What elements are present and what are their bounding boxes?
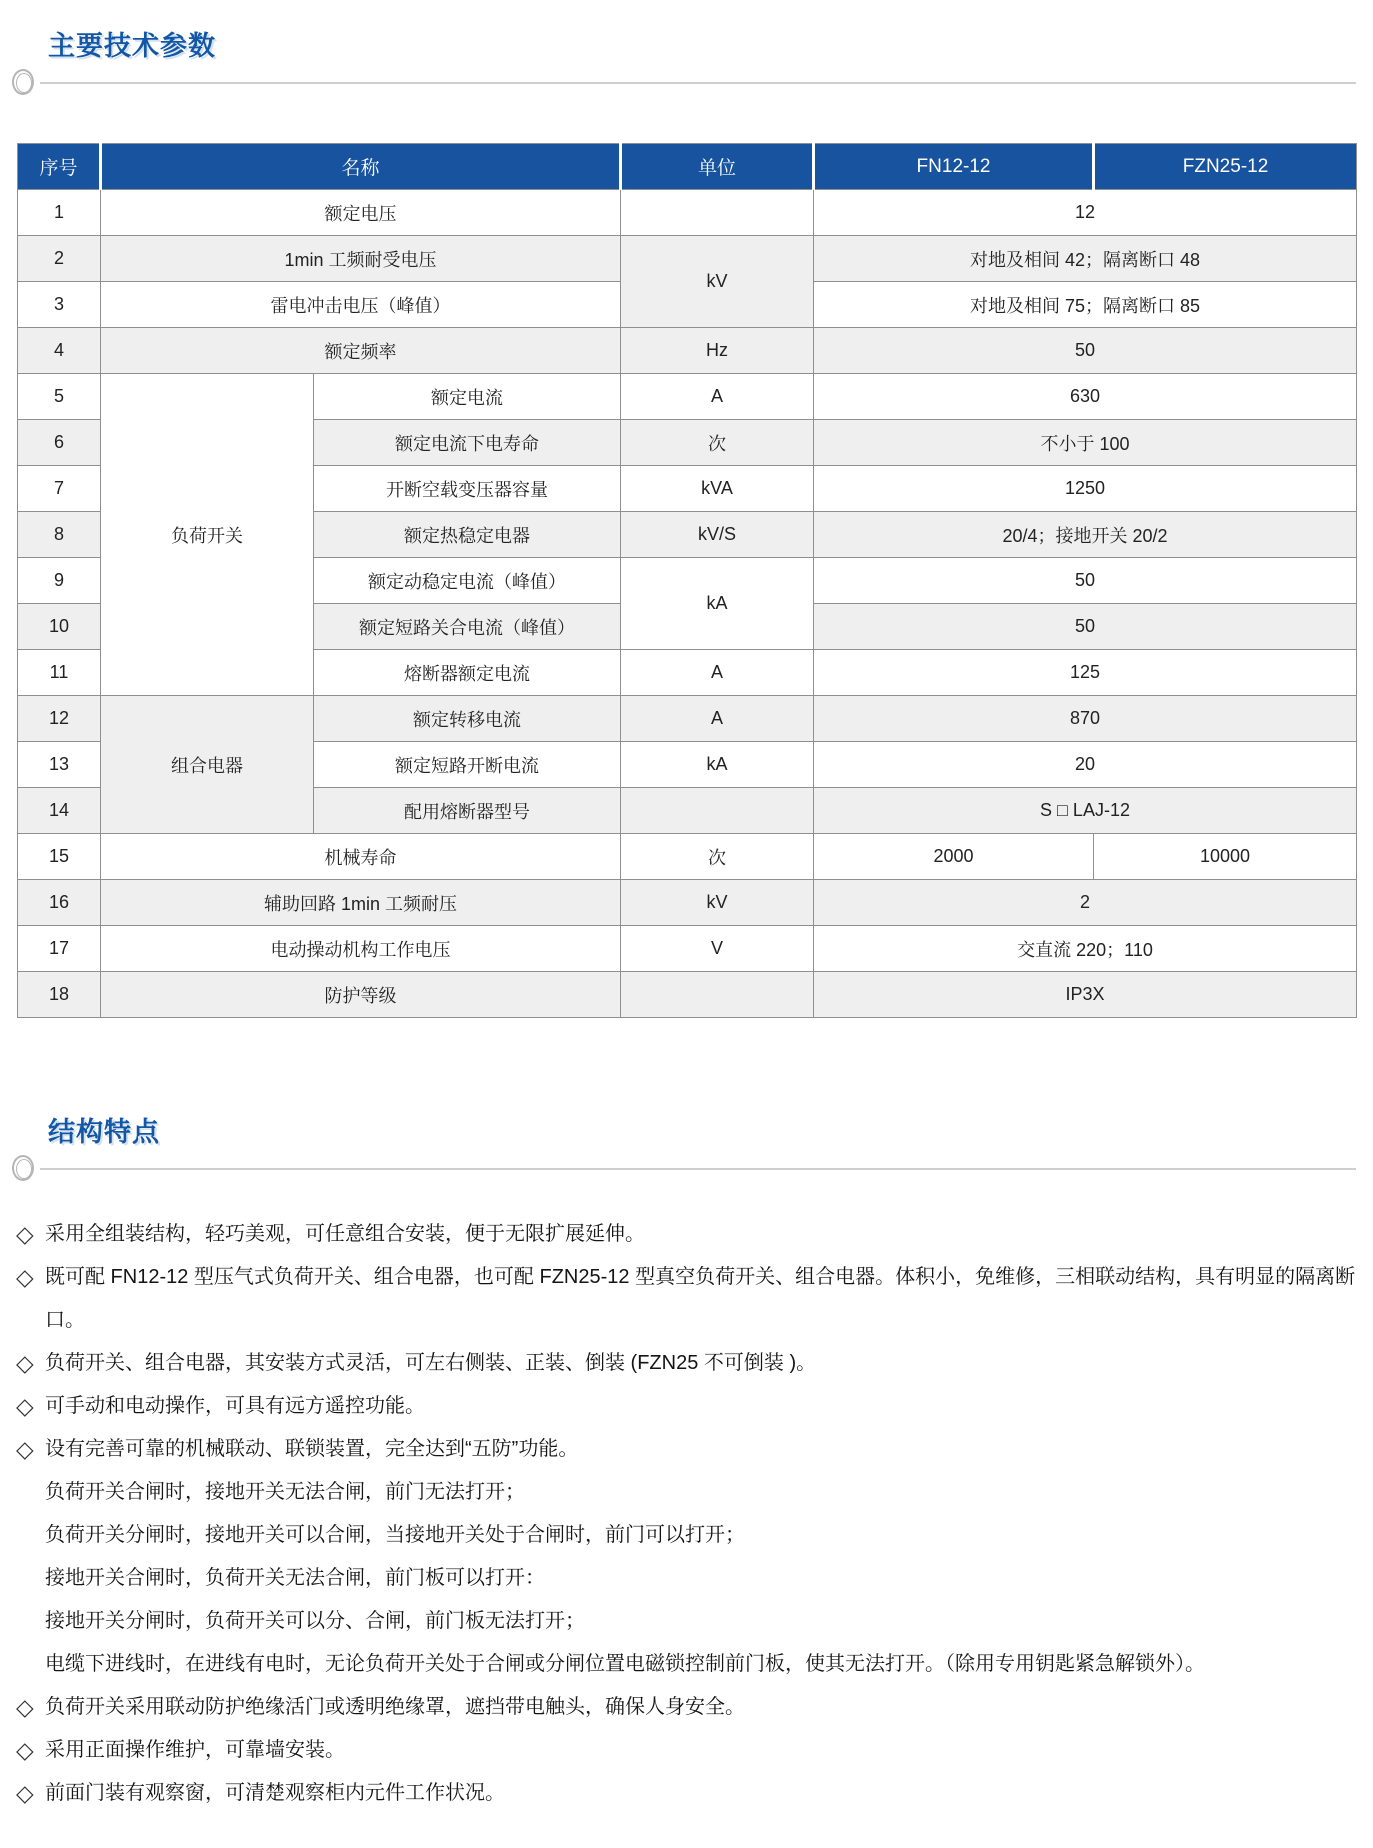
table-row — [18, 190, 1357, 236]
cell-group-load-switch: 负荷开关 — [101, 374, 314, 696]
cell-unit: kA — [621, 742, 814, 788]
table-row — [18, 926, 1357, 972]
section-rule — [0, 1155, 1373, 1187]
cell-value: 50 — [814, 604, 1357, 650]
feature-item — [16, 1428, 1357, 1471]
cell-name: 额定电流 — [314, 374, 621, 420]
cell-value-fn12: 2000 — [814, 834, 1094, 880]
cell-value: 125 — [814, 650, 1357, 696]
cell-unit-merged: kA — [621, 558, 814, 650]
cell-unit — [621, 788, 814, 834]
cell-value: 对地及相间 42；隔离断口 48 — [814, 236, 1357, 282]
ring-icon — [12, 69, 34, 95]
feature-text: 接地开关合闸时，负荷开关无法合闸，前门板可以打开： — [45, 1567, 545, 1589]
feature-item — [16, 1256, 1357, 1342]
cell-value: 12 — [814, 190, 1357, 236]
cell-value: 交直流 220；110 — [814, 926, 1357, 972]
feature-text: 采用全组装结构，轻巧美观，可任意组合安装，便于无限扩展延伸。 — [45, 1223, 645, 1245]
diamond-bullet-icon: ◇ — [16, 1780, 34, 1806]
feature-subitem — [16, 1600, 1357, 1643]
table-row — [18, 696, 1357, 742]
cell-unit: 次 — [621, 420, 814, 466]
header-no: 序号 — [18, 144, 101, 190]
cell-name: 额定电流下电寿命 — [314, 420, 621, 466]
cell-name: 额定动稳定电流（峰值） — [314, 558, 621, 604]
diamond-bullet-icon: ◇ — [16, 1221, 34, 1247]
cell-group-combined-apparatus: 组合电器 — [101, 696, 314, 834]
section-main-params — [0, 0, 1373, 101]
cell-unit — [621, 190, 814, 236]
cell-name: 熔断器额定电流 — [314, 650, 621, 696]
feature-text: 可手动和电动操作，可具有远方遥控功能。 — [45, 1395, 425, 1417]
cell-no: 17 — [18, 926, 101, 972]
cell-value-fzn25: 10000 — [1094, 834, 1357, 880]
cell-unit: Hz — [621, 328, 814, 374]
cell-no: 9 — [18, 558, 101, 604]
cell-name: 开断空载变压器容量 — [314, 466, 621, 512]
cell-name: 额定短路关合电流（峰值） — [314, 604, 621, 650]
cell-value: IP3X — [814, 972, 1357, 1018]
feature-item — [16, 1729, 1357, 1772]
cell-name: 额定热稳定电器 — [314, 512, 621, 558]
cell-no: 18 — [18, 972, 101, 1018]
cell-no: 12 — [18, 696, 101, 742]
specs-table-wrapper — [17, 143, 1356, 1018]
table-row — [18, 374, 1357, 420]
cell-name: 辅助回路 1min 工频耐压 — [101, 880, 621, 926]
cell-name: 额定电压 — [101, 190, 621, 236]
table-header-row — [18, 144, 1357, 190]
cell-no: 13 — [18, 742, 101, 788]
cell-no: 10 — [18, 604, 101, 650]
cell-no: 14 — [18, 788, 101, 834]
feature-subitem — [16, 1643, 1357, 1686]
cell-name: 额定频率 — [101, 328, 621, 374]
cell-value: 870 — [814, 696, 1357, 742]
diamond-bullet-icon: ◇ — [16, 1350, 34, 1376]
cell-name: 配用熔断器型号 — [314, 788, 621, 834]
cell-unit: V — [621, 926, 814, 972]
header-fzn25: FZN25-12 — [1094, 144, 1357, 190]
cell-unit: A — [621, 374, 814, 420]
feature-item — [16, 1772, 1357, 1815]
cell-unit: 次 — [621, 834, 814, 880]
cell-value: 20/4；接地开关 20/2 — [814, 512, 1357, 558]
cell-no: 6 — [18, 420, 101, 466]
header-name: 名称 — [101, 144, 621, 190]
section-structure-features — [0, 1110, 1373, 1187]
feature-item — [16, 1686, 1357, 1729]
ring-icon — [12, 1155, 34, 1181]
features-section — [16, 1213, 1357, 1815]
table-row — [18, 236, 1357, 282]
features-list — [16, 1213, 1357, 1815]
diamond-bullet-icon: ◇ — [16, 1436, 34, 1462]
cell-name: 1min 工频耐受电压 — [101, 236, 621, 282]
feature-text: 电缆下进线时，在进线有电时，无论负荷开关处于合闸或分闸位置电磁锁控制前门板，使其无法打开。（除用专用钥匙紧急解锁外）。 — [45, 1653, 1205, 1675]
feature-item — [16, 1385, 1357, 1428]
table-row — [18, 972, 1357, 1018]
cell-value: 对地及相间 75；隔离断口 85 — [814, 282, 1357, 328]
cell-name: 机械寿命 — [101, 834, 621, 880]
header-fn12: FN12-12 — [814, 144, 1094, 190]
cell-value: S □ LAJ-12 — [814, 788, 1357, 834]
cell-no: 15 — [18, 834, 101, 880]
feature-subitem — [16, 1514, 1357, 1557]
feature-text: 负荷开关采用联动防护绝缘活门或透明绝缘罩，遮挡带电触头，确保人身安全。 — [45, 1696, 745, 1718]
cell-unit-merged: kV — [621, 236, 814, 328]
cell-no: 2 — [18, 236, 101, 282]
cell-value: 630 — [814, 374, 1357, 420]
cell-unit — [621, 972, 814, 1018]
feature-subitem — [16, 1557, 1357, 1600]
cell-value: 1250 — [814, 466, 1357, 512]
cell-name: 防护等级 — [101, 972, 621, 1018]
diamond-bullet-icon: ◇ — [16, 1737, 34, 1763]
cell-unit: A — [621, 696, 814, 742]
cell-no: 7 — [18, 466, 101, 512]
cell-unit: kV — [621, 880, 814, 926]
diamond-bullet-icon: ◇ — [16, 1694, 34, 1720]
cell-name: 额定短路开断电流 — [314, 742, 621, 788]
cell-no: 5 — [18, 374, 101, 420]
feature-text: 负荷开关、组合电器，其安装方式灵活，可左右侧装、正装、倒装 (FZN25 不可倒装 )。 — [45, 1352, 817, 1374]
cell-value: 50 — [814, 328, 1357, 374]
cell-no: 11 — [18, 650, 101, 696]
table-row — [18, 880, 1357, 926]
cell-name: 额定转移电流 — [314, 696, 621, 742]
section-title-structure-features: 结构特点 — [48, 1117, 160, 1147]
diamond-bullet-icon: ◇ — [16, 1264, 34, 1290]
feature-item — [16, 1213, 1357, 1256]
divider-line — [40, 1168, 1356, 1170]
feature-text: 采用正面操作维护，可靠墙安装。 — [45, 1739, 345, 1761]
feature-subitem — [16, 1471, 1357, 1514]
cell-no: 8 — [18, 512, 101, 558]
feature-text: 前面门装有观察窗，可清楚观察柜内元件工作状况。 — [45, 1782, 505, 1804]
feature-item — [16, 1342, 1357, 1385]
cell-unit: kV/S — [621, 512, 814, 558]
section-rule — [0, 69, 1373, 101]
specs-table — [17, 143, 1357, 1018]
cell-value: 20 — [814, 742, 1357, 788]
divider-line — [40, 82, 1356, 84]
feature-text: 负荷开关分闸时，接地开关可以合闸，当接地开关处于合闸时，前门可以打开； — [45, 1524, 745, 1546]
feature-text: 既可配 FN12-12 型压气式负荷开关、组合电器，也可配 FZN25-12 型真空负荷开关、组合电器。体积小，免维修，三相联动结构，具有明显的隔离断口。 — [45, 1266, 1356, 1331]
feature-text: 接地开关分闸时，负荷开关可以分、合闸，前门板无法打开； — [45, 1610, 585, 1632]
diamond-bullet-icon: ◇ — [16, 1393, 34, 1419]
cell-name: 雷电冲击电压（峰值） — [101, 282, 621, 328]
cell-no: 1 — [18, 190, 101, 236]
feature-text: 设有完善可靠的机械联动、联锁装置，完全达到“五防”功能。 — [45, 1438, 579, 1460]
cell-no: 3 — [18, 282, 101, 328]
cell-unit: A — [621, 650, 814, 696]
header-unit: 单位 — [621, 144, 814, 190]
cell-name: 电动操动机构工作电压 — [101, 926, 621, 972]
cell-no: 4 — [18, 328, 101, 374]
cell-no: 16 — [18, 880, 101, 926]
cell-unit: kVA — [621, 466, 814, 512]
section-title-main-params: 主要技术参数 — [48, 31, 216, 61]
cell-value: 2 — [814, 880, 1357, 926]
cell-value: 50 — [814, 558, 1357, 604]
cell-value: 不小于 100 — [814, 420, 1357, 466]
table-row — [18, 834, 1357, 880]
feature-text: 负荷开关合闸时，接地开关无法合闸，前门无法打开； — [45, 1481, 525, 1503]
table-row — [18, 328, 1357, 374]
